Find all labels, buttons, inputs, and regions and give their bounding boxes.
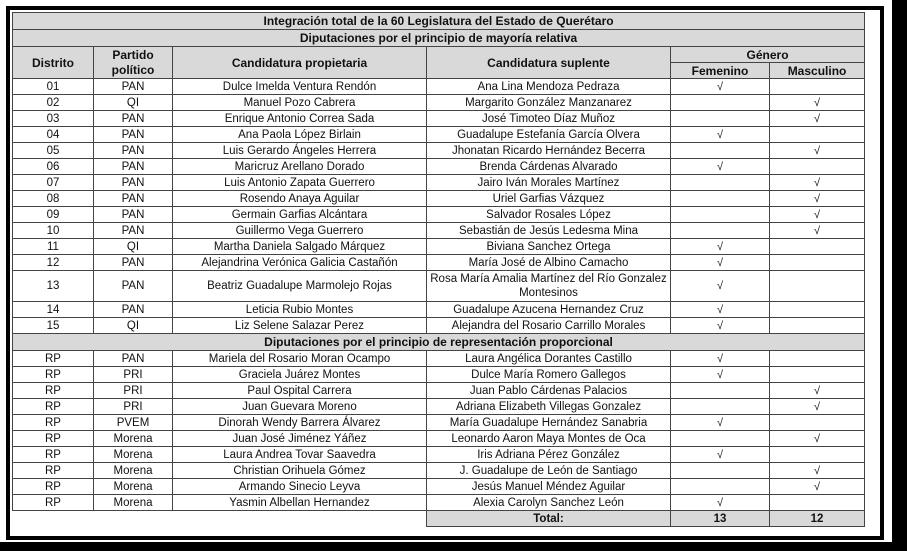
cell-femenino [671, 175, 770, 191]
cell-distrito: 08 [13, 191, 94, 207]
cell-distrito: RP [13, 463, 94, 479]
cell-suplente: Salvador Rosales López [427, 207, 671, 223]
cell-femenino [671, 415, 770, 431]
cell-suplente: J. Guadalupe de León de Santiago [427, 463, 671, 479]
check-icon: √ [814, 192, 821, 205]
cell-masculino [770, 367, 865, 383]
check-icon: √ [814, 464, 821, 477]
cell-distrito: 07 [13, 175, 94, 191]
legislature-table [12, 12, 865, 527]
check-icon: √ [814, 176, 821, 189]
cell-distrito: RP [13, 431, 94, 447]
cell-distrito: RP [13, 367, 94, 383]
table-row [13, 207, 865, 223]
section-rp-title: Diputaciones por el principio de representación proporcional [13, 334, 865, 351]
cell-femenino [671, 399, 770, 415]
header-genero: Género [671, 47, 865, 63]
cell-propietaria: Mariela del Rosario Moran Ocampo [173, 351, 427, 367]
cell-partido: PAN [94, 271, 173, 302]
cell-femenino [671, 367, 770, 383]
cell-femenino [671, 479, 770, 495]
cell-masculino [770, 302, 865, 318]
cell-masculino [770, 207, 865, 223]
cell-partido: PAN [94, 175, 173, 191]
cell-partido: Morena [94, 447, 173, 463]
cell-partido: Morena [94, 495, 173, 511]
table-row [13, 79, 865, 95]
cell-distrito: 04 [13, 127, 94, 143]
cell-partido: PAN [94, 159, 173, 175]
cell-masculino [770, 79, 865, 95]
cell-propietaria: Leticia Rubio Montes [173, 302, 427, 318]
cell-partido: QI [94, 95, 173, 111]
cell-suplente: María Guadalupe Hernández Sanabria [427, 415, 671, 431]
check-icon: √ [716, 303, 724, 316]
cell-distrito: RP [13, 415, 94, 431]
table-row [13, 111, 865, 127]
cell-distrito: 02 [13, 95, 94, 111]
cell-femenino [671, 495, 770, 511]
cell-partido: PRI [94, 383, 173, 399]
cell-suplente: Iris Adriana Pérez González [427, 447, 671, 463]
table-row [13, 351, 865, 367]
cell-suplente: Laura Angélica Dorantes Castillo [427, 351, 671, 367]
cell-distrito: RP [13, 479, 94, 495]
cell-femenino [671, 95, 770, 111]
table-row [13, 175, 865, 191]
table-row [13, 191, 865, 207]
cell-propietaria: Rosendo Anaya Aguilar [173, 191, 427, 207]
cell-suplente: Adriana Elizabeth Villegas Gonzalez [427, 399, 671, 415]
cell-masculino [770, 383, 865, 399]
cell-masculino [770, 143, 865, 159]
cell-femenino [671, 111, 770, 127]
cell-distrito: 13 [13, 271, 94, 302]
cell-femenino [671, 239, 770, 255]
table-row [13, 431, 865, 447]
header-partido [94, 47, 173, 79]
check-icon: √ [716, 352, 724, 365]
table-row [13, 367, 865, 383]
cell-propietaria: Dulce Imelda Ventura Rendón [173, 79, 427, 95]
check-icon: √ [814, 224, 821, 237]
cell-propietaria: Christian Orihuela Gómez [173, 463, 427, 479]
cell-femenino [671, 223, 770, 239]
cell-partido: PAN [94, 351, 173, 367]
cell-partido: QI [94, 239, 173, 255]
table-row [13, 223, 865, 239]
header-row-1 [13, 47, 865, 63]
cell-propietaria: Dinorah Wendy Barrera Álvarez [173, 415, 427, 431]
cell-masculino [770, 463, 865, 479]
cell-distrito: RP [13, 495, 94, 511]
cell-suplente: Jairo Iván Morales Martínez [427, 175, 671, 191]
cell-distrito: 06 [13, 159, 94, 175]
total-label: Total: [427, 511, 671, 527]
cell-masculino [770, 431, 865, 447]
section-rp-row [13, 334, 865, 351]
cell-femenino [671, 79, 770, 95]
cell-propietaria: Armando Sinecio Leyva [173, 479, 427, 495]
table-row [13, 271, 865, 302]
cell-masculino [770, 399, 865, 415]
cell-suplente: José Timoteo Díaz Muñoz [427, 111, 671, 127]
cell-partido: PAN [94, 127, 173, 143]
cell-femenino [671, 383, 770, 399]
cell-masculino [770, 351, 865, 367]
cell-partido: QI [94, 318, 173, 334]
cell-propietaria: Germain Garfias Alcántara [173, 207, 427, 223]
cell-suplente: Biviana Sanchez Ortega [427, 239, 671, 255]
check-icon: √ [716, 368, 724, 381]
cell-distrito: 05 [13, 143, 94, 159]
cell-femenino [671, 447, 770, 463]
cell-suplente: Sebastián de Jesús Ledesma Mina [427, 223, 671, 239]
cell-propietaria: Juan Guevara Moreno [173, 399, 427, 415]
cell-distrito: 15 [13, 318, 94, 334]
cell-suplente: Leonardo Aaron Maya Montes de Oca [427, 431, 671, 447]
table-row [13, 239, 865, 255]
cell-femenino [671, 143, 770, 159]
cell-femenino [671, 431, 770, 447]
cell-suplente: Alejandra del Rosario Carrillo Morales [427, 318, 671, 334]
check-icon: √ [716, 280, 724, 292]
cell-propietaria: Ana Paola López Birlain [173, 127, 427, 143]
cell-distrito: 09 [13, 207, 94, 223]
cell-propietaria: Liz Selene Salazar Perez [173, 318, 427, 334]
section-mr-title: Diputaciones por el principio de mayoría relativa [13, 30, 865, 47]
title-row [13, 13, 865, 30]
cell-suplente: Dulce María Romero Gallegos [427, 367, 671, 383]
cell-distrito: 12 [13, 255, 94, 271]
cell-propietaria: Paul Ospital Carrera [173, 383, 427, 399]
cell-suplente: Juan Pablo Cárdenas Palacios [427, 383, 671, 399]
cell-propietaria: Yasmin Albellan Hernandez [173, 495, 427, 511]
cell-femenino [671, 318, 770, 334]
cell-masculino [770, 127, 865, 143]
header-femenino: Femenino [671, 63, 770, 79]
header-distrito: Distrito [13, 47, 94, 79]
cell-femenino [671, 207, 770, 223]
cell-partido: Morena [94, 431, 173, 447]
check-icon: √ [814, 144, 821, 157]
total-masculino: 12 [770, 511, 865, 527]
cell-femenino [671, 351, 770, 367]
table-row [13, 255, 865, 271]
cell-femenino [671, 271, 770, 302]
cell-distrito: RP [13, 351, 94, 367]
cell-suplente: Rosa María Amalia Martínez del Río Gonzalez Montesinos [427, 271, 671, 302]
cell-suplente: Ana Lina Mendoza Pedraza [427, 79, 671, 95]
cell-distrito: 10 [13, 223, 94, 239]
check-icon: √ [716, 319, 724, 332]
cell-distrito: RP [13, 447, 94, 463]
check-icon: √ [716, 448, 724, 461]
cell-propietaria: Beatriz Guadalupe Marmolejo Rojas [173, 271, 427, 302]
cell-suplente: Guadalupe Estefanía García Olvera [427, 127, 671, 143]
header-suplente: Candidatura suplente [427, 47, 671, 79]
check-icon: √ [716, 240, 724, 253]
check-icon: √ [716, 128, 724, 141]
table-row [13, 383, 865, 399]
check-icon: √ [716, 496, 724, 509]
check-icon: √ [716, 80, 724, 93]
cell-propietaria: Luis Gerardo Ángeles Herrera [173, 143, 427, 159]
cell-masculino [770, 223, 865, 239]
table-title: Integración total de la 60 Legislatura del Estado de Querétaro [13, 13, 865, 30]
total-femenino: 13 [671, 511, 770, 527]
header-propietaria: Candidatura propietaria [173, 47, 427, 79]
cell-propietaria: Juan José Jiménez Yáñez [173, 431, 427, 447]
table-row [13, 302, 865, 318]
cell-suplente: Uriel Garfias Vázquez [427, 191, 671, 207]
cell-suplente: Brenda Cárdenas Alvarado [427, 159, 671, 175]
check-icon: √ [716, 160, 724, 173]
cell-distrito: RP [13, 383, 94, 399]
cell-suplente: Jhonatan Ricardo Hernández Becerra [427, 143, 671, 159]
cell-suplente: Margarito González Manzanarez [427, 95, 671, 111]
total-row [13, 511, 865, 527]
cell-partido: PAN [94, 79, 173, 95]
cell-suplente: Jesús Manuel Méndez Aguilar [427, 479, 671, 495]
total-spacer [13, 511, 427, 527]
cell-masculino [770, 479, 865, 495]
cell-propietaria: Graciela Juárez Montes [173, 367, 427, 383]
cell-propietaria: Enrique Antonio Correa Sada [173, 111, 427, 127]
cell-masculino [770, 318, 865, 334]
cell-partido: PRI [94, 399, 173, 415]
cell-distrito: 14 [13, 302, 94, 318]
cell-masculino [770, 415, 865, 431]
cell-suplente: María José de Albino Camacho [427, 255, 671, 271]
table-row [13, 95, 865, 111]
cell-masculino [770, 447, 865, 463]
cell-masculino [770, 175, 865, 191]
check-icon: √ [814, 480, 821, 493]
cell-partido: PAN [94, 302, 173, 318]
check-icon: √ [814, 400, 821, 413]
cell-masculino [770, 239, 865, 255]
cell-distrito: RP [13, 399, 94, 415]
table-row [13, 447, 865, 463]
check-icon: √ [814, 96, 821, 109]
cell-femenino [671, 302, 770, 318]
table-row [13, 318, 865, 334]
cell-partido: PAN [94, 255, 173, 271]
bottom-border-bar [0, 542, 907, 551]
cell-femenino [671, 255, 770, 271]
cell-partido: Morena [94, 479, 173, 495]
cell-masculino [770, 95, 865, 111]
cell-masculino [770, 111, 865, 127]
cell-propietaria: Luis Antonio Zapata Guerrero [173, 175, 427, 191]
cell-partido: PAN [94, 143, 173, 159]
cell-propietaria: Laura Andrea Tovar Saavedra [173, 447, 427, 463]
table-row [13, 127, 865, 143]
header-partido-line2: político [111, 62, 155, 77]
cell-propietaria: Manuel Pozo Cabrera [173, 95, 427, 111]
table-row [13, 479, 865, 495]
check-icon: √ [814, 432, 821, 445]
check-icon: √ [814, 112, 821, 125]
cell-suplente: Guadalupe Azucena Hernandez Cruz [427, 302, 671, 318]
table-row [13, 399, 865, 415]
cell-propietaria: Alejandrina Verónica Galicia Castañón [173, 255, 427, 271]
header-masculino: Masculino [770, 63, 865, 79]
check-icon: √ [716, 416, 724, 429]
cell-partido: PAN [94, 207, 173, 223]
table-row [13, 159, 865, 175]
cell-suplente: Alexia Carolyn Sanchez León [427, 495, 671, 511]
cell-distrito: 03 [13, 111, 94, 127]
cell-masculino [770, 495, 865, 511]
check-icon: √ [814, 208, 821, 221]
table-row [13, 143, 865, 159]
right-border-bar [892, 0, 907, 551]
header-partido-line1: Partido [112, 47, 154, 62]
cell-femenino [671, 463, 770, 479]
cell-distrito: 01 [13, 79, 94, 95]
cell-femenino [671, 127, 770, 143]
cell-partido: PAN [94, 191, 173, 207]
cell-distrito: 11 [13, 239, 94, 255]
cell-propietaria: Maricruz Arellano Dorado [173, 159, 427, 175]
cell-propietaria: Guillermo Vega Guerrero [173, 223, 427, 239]
cell-partido: PAN [94, 223, 173, 239]
table-row [13, 495, 865, 511]
cell-femenino [671, 191, 770, 207]
table-row [13, 463, 865, 479]
cell-partido: Morena [94, 463, 173, 479]
cell-partido: PVEM [94, 415, 173, 431]
cell-masculino [770, 159, 865, 175]
check-icon: √ [814, 384, 821, 397]
cell-partido: PAN [94, 111, 173, 127]
cell-propietaria: Martha Daniela Salgado Márquez [173, 239, 427, 255]
cell-masculino [770, 191, 865, 207]
section-mr-row [13, 30, 865, 47]
cell-partido: PRI [94, 367, 173, 383]
check-icon: √ [716, 256, 724, 269]
cell-masculino [770, 255, 865, 271]
table-row [13, 415, 865, 431]
cell-masculino [770, 271, 865, 302]
cell-femenino [671, 159, 770, 175]
